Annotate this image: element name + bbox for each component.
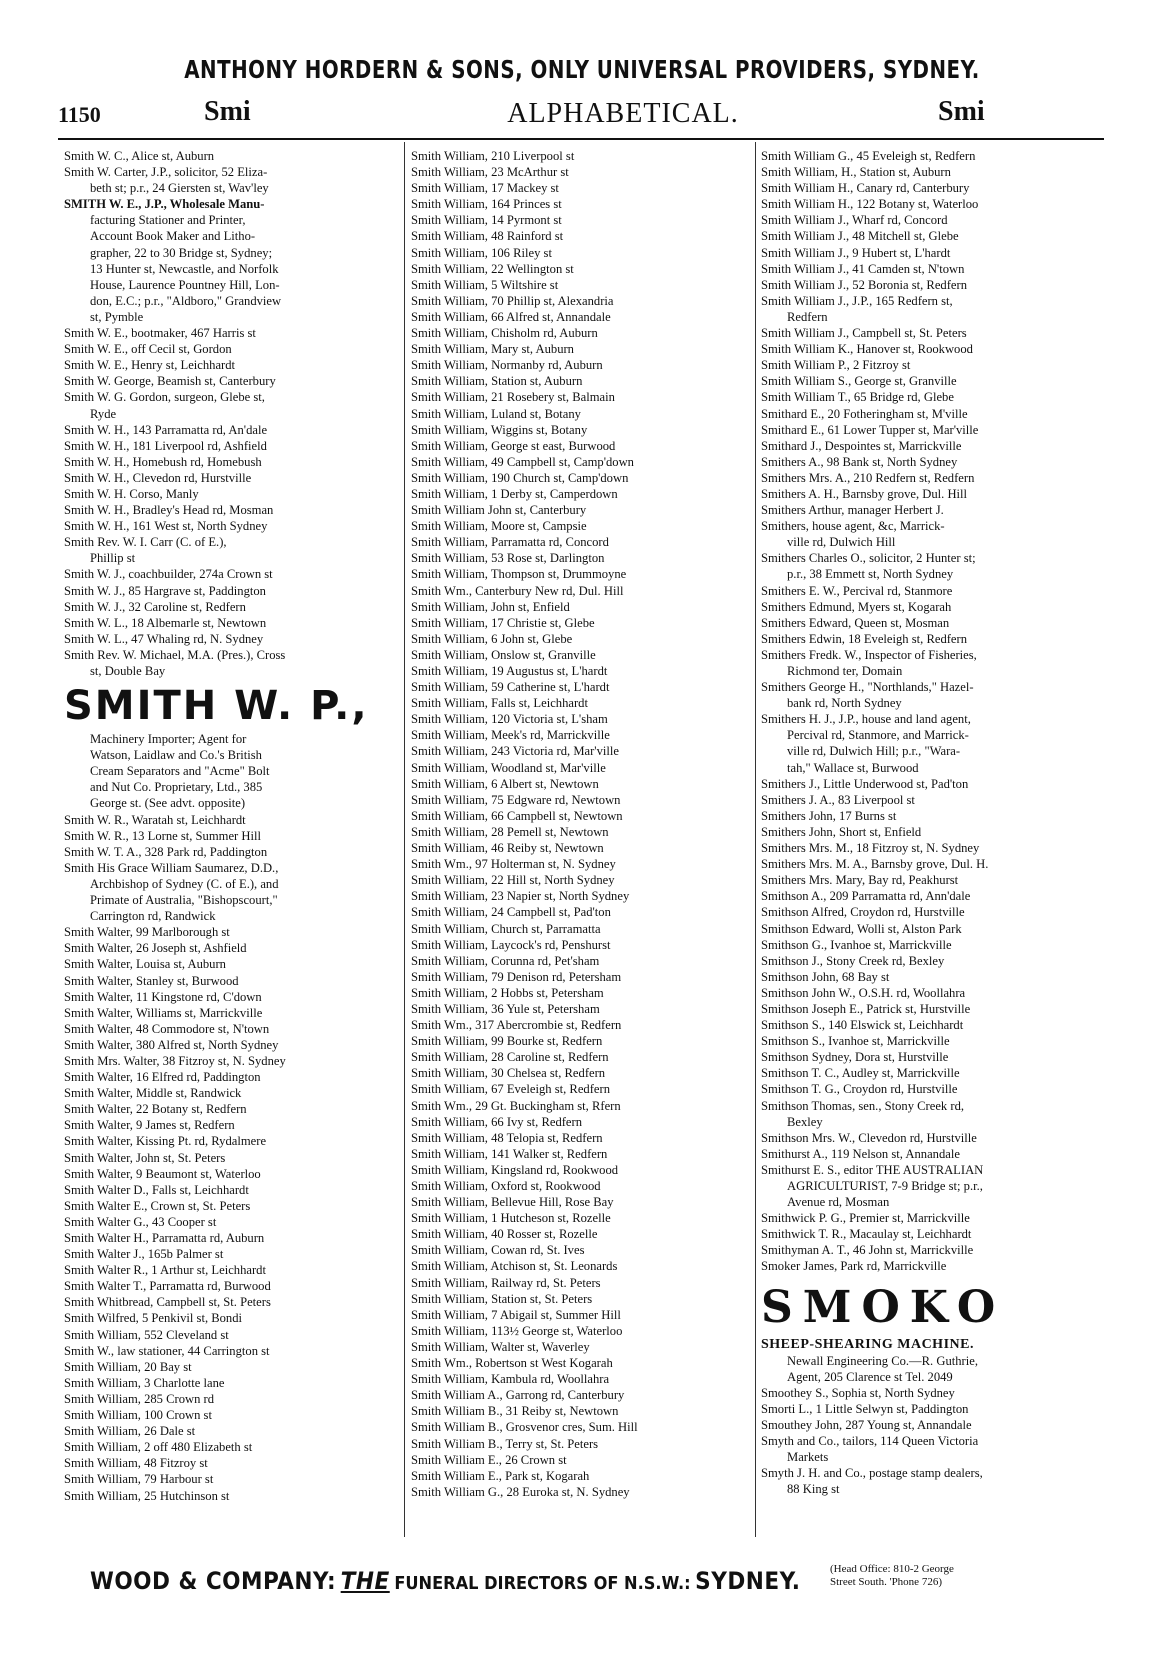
directory-entry: Smithers Mrs. M., 18 Fitzroy st, N. Sydney bbox=[761, 841, 980, 856]
directory-entry: Smith William E., Park st, Kogarah bbox=[411, 1468, 590, 1483]
directory-entry: Smith W. George, Beamish st, Canterbury bbox=[64, 374, 276, 389]
directory-entry: Smith William, 190 Church st, Camp'down bbox=[411, 470, 629, 485]
directory-entry-continuation: Archbishop of Sydney (C. of E.), and bbox=[90, 876, 279, 891]
directory-entry: Smithers J., Little Underwood st, Pad'ton bbox=[761, 776, 969, 791]
directory-entry: Smith William, 1 Hutcheson st, Rozelle bbox=[411, 1211, 611, 1226]
directory-entry: Smithers Edmund, Myers st, Kogarah bbox=[761, 599, 952, 614]
directory-entry-continuation: facturing Stationer and Printer, bbox=[90, 213, 246, 228]
directory-entry: Smithurst A., 119 Nelson st, Annandale bbox=[761, 1146, 960, 1161]
directory-entry: Smith Walter, 99 Marlborough st bbox=[64, 925, 230, 940]
directory-entry: Smith William, Kambula rd, Woollahra bbox=[411, 1372, 610, 1387]
directory-entry: Smith Walter, 26 Joseph st, Ashfield bbox=[64, 941, 247, 956]
directory-entry: Smith William, 70 Phillip st, Alexandria bbox=[411, 293, 614, 308]
directory-entry: Smyth J. H. and Co., postage stamp dealers, bbox=[761, 1466, 983, 1481]
directory-entry: Smith Wilfred, 5 Penkivil st, Bondi bbox=[64, 1311, 243, 1326]
directory-entry: Smith William, 164 Princes st bbox=[411, 197, 562, 212]
directory-entry: Smithson Mrs. W., Clevedon rd, Hurstville bbox=[761, 1130, 977, 1145]
directory-entry-continuation: Primate of Australia, "Bishopscourt," bbox=[90, 893, 278, 908]
directory-entry-continuation: Bexley bbox=[787, 1114, 823, 1129]
directory-entry: Smith William T., 65 Bridge rd, Glebe bbox=[761, 390, 954, 405]
directory-entry: Smyth and Co., tailors, 114 Queen Victoria bbox=[761, 1434, 979, 1449]
directory-entry: Smithson Sydney, Dora st, Hurstville bbox=[761, 1050, 949, 1065]
directory-entry: Smith William G., 45 Eveleigh st, Redfern bbox=[761, 149, 976, 163]
directory-entry: Smith Walter, 16 Elfred rd, Paddington bbox=[64, 1070, 261, 1085]
directory-entry: Smith Walter E., Crown st, St. Peters bbox=[64, 1198, 251, 1213]
directory-entry: Smith William, 17 Christie st, Glebe bbox=[411, 615, 595, 630]
directory-entry-continuation: Carrington rd, Randwick bbox=[90, 909, 216, 924]
directory-entry: Smith W. L., 47 Whaling rd, N. Sydney bbox=[64, 631, 264, 646]
column-divider bbox=[404, 142, 405, 1537]
directory-entry: Smith William H., Canary rd, Canterbury bbox=[761, 181, 970, 196]
directory-entry: Smithwick P. G., Premier st, Marrickville bbox=[761, 1211, 970, 1226]
directory-entry-continuation: and Nut Co. Proprietary, Ltd., 385 bbox=[90, 780, 263, 795]
directory-entry: Smith Rev. W. I. Carr (C. of E.), bbox=[64, 535, 227, 550]
directory-entry: Smith W. H. Corso, Manly bbox=[64, 486, 199, 501]
directory-entry: Smith William J., 9 Hubert st, L'hardt bbox=[761, 245, 951, 260]
directory-entry-continuation: ville rd, Dulwich Hill; p.r., "Wara- bbox=[787, 744, 961, 759]
directory-entry: Smith William, 23 Napier st, North Sydney bbox=[411, 889, 630, 904]
directory-entry-continuation: Newall Engineering Co.—R. Guthrie, bbox=[787, 1353, 978, 1368]
directory-entry: Smith William, 79 Harbour st bbox=[64, 1472, 214, 1487]
directory-entry-continuation: p.r., 38 Emmett st, North Sydney bbox=[787, 567, 954, 582]
directory-entry: Smith William, 66 Alfred st, Annandale bbox=[411, 309, 611, 324]
directory-entry: Smithers, house agent, &c, Marrick- bbox=[761, 519, 945, 534]
directory-entry: Smith William, H., Station st, Auburn bbox=[761, 165, 951, 180]
directory-entry: Smith W. Carter, J.P., solicitor, 52 Eliza- bbox=[64, 165, 268, 180]
directory-entry: Smith William J., 41 Camden st, N'town bbox=[761, 261, 965, 276]
directory-entry-continuation: Markets bbox=[787, 1450, 829, 1465]
directory-entry: Smith Wm., Canterbury New rd, Dul. Hill bbox=[411, 583, 624, 598]
directory-entry: Smith William, Mary st, Auburn bbox=[411, 342, 574, 357]
directory-entry: Smith W. H., Clevedon rd, Hurstville bbox=[64, 470, 252, 485]
directory-entry: Smithers A. H., Barnsby grove, Dul. Hill bbox=[761, 486, 968, 501]
footer-company: WOOD & COMPANY: bbox=[90, 1567, 337, 1595]
directory-entry: Smith W. H., 143 Parramatta rd, An'dale bbox=[64, 422, 268, 437]
directory-entry: Smith William B., Grosvenor cres, Sum. Hill bbox=[411, 1420, 638, 1435]
directory-entry: Smithson John, 68 Bay st bbox=[761, 969, 890, 984]
directory-entry: Smith Walter, Louisa st, Auburn bbox=[64, 957, 226, 972]
directory-entry-continuation: Account Book Maker and Litho- bbox=[90, 229, 256, 244]
directory-entry: Smith W. C., Alice st, Auburn bbox=[64, 149, 215, 163]
directory-entry: Smith William, 23 McArthur st bbox=[411, 165, 569, 180]
directory-entry: Smithson Thomas, sen., Stony Creek rd, bbox=[761, 1098, 965, 1113]
directory-entry: Smith Walter, Middle st, Randwick bbox=[64, 1086, 242, 1101]
directory-entry: Smith W. H., Bradley's Head rd, Mosman bbox=[64, 503, 274, 518]
footer-middle: FUNERAL DIRECTORS OF N.S.W.: bbox=[394, 1573, 691, 1594]
directory-entry: Smith William, 28 Caroline st, Redfern bbox=[411, 1050, 609, 1065]
directory-entry: Smithyman A. T., 46 John st, Marrickville bbox=[761, 1243, 974, 1258]
directory-entry-continuation: Avenue rd, Mosman bbox=[787, 1195, 890, 1210]
directory-entry: Smith W. E., Henry st, Leichhardt bbox=[64, 358, 236, 373]
directory-entry: SMITH W. E., J.P., Wholesale Manu- bbox=[64, 197, 265, 212]
directory-entry: Smith William, 46 Reiby st, Newtown bbox=[411, 841, 604, 856]
directory-entry: Smith William, Parramatta rd, Concord bbox=[411, 535, 609, 550]
directory-entry: Smith William G., 28 Euroka st, N. Sydney bbox=[411, 1484, 630, 1499]
directory-entry: Smith Walter, Stanley st, Burwood bbox=[64, 973, 239, 988]
directory-entry: Smith William, 14 Pyrmont st bbox=[411, 213, 562, 228]
directory-entry: Smithers Edwin, 18 Eveleigh st, Redfern bbox=[761, 631, 968, 646]
directory-entry: Smith William J., Wharf rd, Concord bbox=[761, 213, 948, 228]
directory-entry: Smithers Charles O., solicitor, 2 Hunter st; bbox=[761, 551, 976, 566]
directory-entry: Smithson T. C., Audley st, Marrickville bbox=[761, 1066, 960, 1081]
running-head-left: Smi bbox=[204, 96, 251, 127]
directory-entry: Smith W. H., 181 Liverpool rd, Ashfield bbox=[64, 438, 267, 453]
directory-entry: Smithson John W., O.S.H. rd, Woollahra bbox=[761, 985, 966, 1000]
directory-column-1 bbox=[64, 148, 394, 1504]
directory-entry-continuation: bank rd, North Sydney bbox=[787, 696, 902, 711]
directory-entry: Smith William, John st, Enfield bbox=[411, 599, 570, 614]
directory-entry: Smith Walter T., Parramatta rd, Burwood bbox=[64, 1279, 271, 1294]
directory-entry: Smithers E. W., Percival rd, Stanmore bbox=[761, 583, 953, 598]
directory-entry: Smith William J., Campbell st, St. Peters bbox=[761, 326, 967, 341]
directory-entry-continuation: House, Laurence Pountney Hill, Lon- bbox=[90, 277, 280, 292]
smith-wp-advert-heading: SMITH W. P., bbox=[64, 683, 369, 730]
smoko-advert-heading: SMOKO bbox=[761, 1281, 1006, 1333]
directory-entry: Smith William, 20 Bay st bbox=[64, 1359, 192, 1374]
directory-entry: Smith William, 59 Catherine st, L'hardt bbox=[411, 680, 610, 695]
directory-entry: Smithers J. A., 83 Liverpool st bbox=[761, 792, 915, 807]
directory-entry: Smith William, 2 off 480 Elizabeth st bbox=[64, 1440, 253, 1455]
directory-entry: Smith William, Normanby rd, Auburn bbox=[411, 358, 603, 373]
directory-entry-continuation: 88 King st bbox=[787, 1482, 840, 1497]
directory-entry: Smithers John, Short st, Enfield bbox=[761, 824, 922, 839]
footer-office-line-1: (Head Office: 810-2 George bbox=[830, 1563, 954, 1575]
directory-entry: Smith William, 30 Chelsea st, Redfern bbox=[411, 1066, 606, 1081]
directory-entry: Smith Wm., 29 Gt. Buckingham st, Rfern bbox=[411, 1098, 621, 1113]
directory-entry: Smithson S., 140 Elswick st, Leichhardt bbox=[761, 1018, 964, 1033]
directory-entry: Smith William, 6 Albert st, Newtown bbox=[411, 776, 599, 791]
directory-entry: Smithson Edward, Wolli st, Alston Park bbox=[761, 921, 962, 936]
directory-entry: Smithson T. G., Croydon rd, Hurstville bbox=[761, 1082, 958, 1097]
directory-entry: Smith William, Corunna rd, Pet'sham bbox=[411, 953, 600, 968]
directory-entry: Smith His Grace William Saumarez, D.D., bbox=[64, 860, 279, 875]
directory-entry-continuation: grapher, 22 to 30 Bridge st, Sydney; bbox=[90, 245, 273, 260]
directory-entry: Smithard E., 20 Fotheringham st, M'ville bbox=[761, 406, 968, 421]
directory-entry: Smithers H. J., J.P., house and land agent, bbox=[761, 712, 971, 727]
directory-entry: Smith Walter, 9 Beaumont st, Waterloo bbox=[64, 1166, 261, 1181]
directory-entry: Smith William, Kingsland rd, Rookwood bbox=[411, 1162, 619, 1177]
directory-entry: Smith William J., J.P., 165 Redfern st, bbox=[761, 293, 953, 308]
directory-entry-continuation: Machinery Importer; Agent for bbox=[90, 732, 247, 747]
directory-entry: Smith William, Walter st, Waverley bbox=[411, 1339, 590, 1354]
directory-entry: Smith William, Laycock's rd, Penshurst bbox=[411, 937, 611, 952]
footer-advert-banner bbox=[90, 1563, 1090, 1595]
directory-entry: Smith William, Church st, Parramatta bbox=[411, 921, 601, 936]
directory-entry: Smith William, 26 Dale st bbox=[64, 1424, 196, 1439]
directory-entry-continuation: st, Pymble bbox=[90, 309, 144, 324]
section-title: ALPHABETICAL. bbox=[507, 98, 739, 129]
directory-column-3 bbox=[761, 148, 1104, 1498]
directory-entry: Smoothey S., Sophia st, North Sydney bbox=[761, 1385, 955, 1400]
directory-entry: Smith William, 36 Yule st, Petersham bbox=[411, 1001, 600, 1016]
directory-entry: Smith Walter R., 1 Arthur st, Leichhardt bbox=[64, 1263, 266, 1278]
directory-entry-continuation: Richmond ter, Domain bbox=[787, 664, 903, 678]
directory-entry: Smithers Arthur, manager Herbert J. bbox=[761, 503, 944, 518]
directory-entry: Smithers Edward, Queen st, Mosman bbox=[761, 615, 950, 630]
directory-entry: Smith William J., 52 Boronia st, Redfern bbox=[761, 277, 967, 292]
directory-entry: Smith William P., 2 Fitzroy st bbox=[761, 358, 911, 373]
directory-entry-continuation: Agent, 205 Clarence st Tel. 2049 bbox=[787, 1369, 953, 1384]
directory-entry: Smith William K., Hanover st, Rookwood bbox=[761, 342, 973, 357]
footer-office-line-2: Street South. 'Phone 726) bbox=[830, 1576, 942, 1588]
directory-entry: Smith William, 100 Crown st bbox=[64, 1408, 212, 1423]
directory-entry-continuation: Percival rd, Stanmore, and Marrick- bbox=[787, 728, 969, 743]
directory-entry: Smith William H., 122 Botany st, Waterloo bbox=[761, 197, 979, 212]
directory-entry: Smith W. G. Gordon, surgeon, Glebe st, bbox=[64, 390, 265, 405]
directory-entry: Smith Mrs. Walter, 38 Fitzroy st, N. Sydney bbox=[64, 1053, 286, 1068]
directory-entry-continuation: Redfern bbox=[787, 309, 828, 324]
directory-entry: Smith Walter, Kissing Pt. rd, Rydalmere bbox=[64, 1134, 267, 1149]
directory-entry: Smithers Fredk. W., Inspector of Fisheries, bbox=[761, 647, 977, 662]
directory-entry: Smith William, 40 Rosser st, Rozelle bbox=[411, 1227, 598, 1242]
directory-entry: Smith William, Station st, St. Peters bbox=[411, 1291, 593, 1306]
directory-entry: Smith W. J., 32 Caroline st, Redfern bbox=[64, 599, 246, 614]
directory-entry: Smith William, 6 John st, Glebe bbox=[411, 631, 573, 646]
directory-entry: Smith W. L., 18 Albemarle st, Newtown bbox=[64, 615, 267, 630]
directory-entry: Smith Wm., 97 Holterman st, N. Sydney bbox=[411, 857, 616, 872]
directory-entry: Smith William, 79 Denison rd, Petersham bbox=[411, 969, 622, 984]
footer-city: SYDNEY. bbox=[695, 1567, 801, 1595]
directory-entry: Smith Walter, 380 Alfred st, North Sydney bbox=[64, 1037, 279, 1052]
directory-entry: Smoker James, Park rd, Marrickville bbox=[761, 1259, 947, 1274]
directory-entry: Smith William, 28 Pemell st, Newtown bbox=[411, 824, 609, 839]
directory-entry-continuation: ville rd, Dulwich Hill bbox=[787, 535, 896, 550]
directory-entry: Smith William, Luland st, Botany bbox=[411, 406, 581, 421]
directory-entry: Smith William, 285 Crown rd bbox=[64, 1391, 215, 1406]
directory-entry: Smithers Mrs. A., 210 Redfern st, Redfern bbox=[761, 470, 975, 485]
directory-entry: Smith Walter, 22 Botany st, Redfern bbox=[64, 1102, 247, 1117]
directory-entry: Smith William, 25 Hutchinson st bbox=[64, 1488, 230, 1503]
page-number: 1150 bbox=[58, 102, 101, 127]
directory-entry: Smith William, 66 Ivy st, Redfern bbox=[411, 1114, 583, 1129]
directory-entry-continuation: Ryde bbox=[90, 406, 117, 421]
directory-entry: Smith William, 2 Hobbs st, Petersham bbox=[411, 985, 604, 1000]
directory-entry: Smith Walter, Williams st, Marrickville bbox=[64, 1005, 263, 1020]
directory-entry: Smith William, 48 Telopia st, Redfern bbox=[411, 1130, 603, 1145]
directory-entry: Smith Walter G., 43 Cooper st bbox=[64, 1214, 217, 1229]
directory-entry-continuation: Phillip st bbox=[90, 551, 136, 566]
directory-entry: Smith Wm., Robertson st West Kogarah bbox=[411, 1356, 613, 1371]
directory-entry: Smith William, 48 Rainford st bbox=[411, 229, 564, 244]
directory-entry: Smith William, Railway rd, St. Peters bbox=[411, 1275, 601, 1290]
directory-entry: Smith Walter, 11 Kingstone rd, C'down bbox=[64, 989, 262, 1004]
directory-entry: Smith Walter, 48 Commodore st, N'town bbox=[64, 1021, 270, 1036]
directory-entry-continuation: don, E.C.; p.r., "Aldboro," Grandview bbox=[90, 293, 282, 308]
directory-entry: Smith William J., 48 Mitchell st, Glebe bbox=[761, 229, 959, 244]
directory-entry: Smith William, Moore st, Campsie bbox=[411, 519, 587, 534]
directory-entry: Smith W. R., Waratah st, Leichhardt bbox=[64, 812, 246, 827]
directory-entry: Smith William, 66 Campbell st, Newtown bbox=[411, 808, 623, 823]
directory-entry: Smith W., law stationer, 44 Carrington st bbox=[64, 1343, 270, 1358]
directory-entry: Smith William, 5 Wiltshire st bbox=[411, 277, 559, 292]
directory-entry: Smith W. H., 161 West st, North Sydney bbox=[64, 519, 268, 534]
directory-entry: Smith William, 49 Campbell st, Camp'down bbox=[411, 454, 634, 469]
directory-entry: Smith William, Station st, Auburn bbox=[411, 374, 583, 389]
directory-entry: Smith William, 67 Eveleigh st, Redfern bbox=[411, 1082, 610, 1097]
directory-entry: Smith Walter, 9 James st, Redfern bbox=[64, 1118, 235, 1133]
directory-entry: Smith Walter D., Falls st, Leichhardt bbox=[64, 1182, 249, 1197]
directory-entry: Smith William A., Garrong rd, Canterbury bbox=[411, 1388, 625, 1403]
directory-entry: Smith William, 22 Wellington st bbox=[411, 261, 574, 276]
directory-entry: Smithurst E. S., editor THE AUSTRALIAN bbox=[761, 1162, 984, 1177]
directory-entry-continuation: tah," Wallace st, Burwood bbox=[787, 760, 919, 775]
directory-entry: Smithson G., Ivanhoe st, Marrickville bbox=[761, 937, 952, 952]
directory-entry: Smithwick T. R., Macaulay st, Leichhardt bbox=[761, 1227, 972, 1242]
directory-entry: Smith Walter J., 165b Palmer st bbox=[64, 1247, 224, 1262]
directory-entry: Smith Whitbread, Campbell st, St. Peters bbox=[64, 1295, 271, 1310]
directory-entry: Smith William John st, Canterbury bbox=[411, 503, 587, 518]
directory-entry: Smith William, 120 Victoria st, L'sham bbox=[411, 712, 608, 727]
footer-head-office bbox=[830, 1563, 954, 1589]
directory-entry: Smithson S., Ivanhoe st, Marrickville bbox=[761, 1034, 950, 1049]
directory-entry: Smithers Mrs. M. A., Barnsby grove, Dul. H. bbox=[761, 857, 989, 872]
directory-entry: Smith W. J., coachbuilder, 274a Crown st bbox=[64, 567, 273, 582]
directory-entry: Smithson Alfred, Croydon rd, Hurstville bbox=[761, 905, 965, 920]
running-head-right: Smi bbox=[938, 96, 985, 127]
directory-entry: Smith W. H., Homebush rd, Homebush bbox=[64, 454, 262, 469]
directory-entry: Smithers A., 98 Bank st, North Sydney bbox=[761, 454, 958, 469]
directory-entry: Smith W. T. A., 328 Park rd, Paddington bbox=[64, 844, 268, 859]
directory-entry: Smithson A., 209 Parramatta rd, Ann'dale bbox=[761, 889, 971, 904]
directory-entry: Smith Wm., 317 Abercrombie st, Redfern bbox=[411, 1018, 622, 1033]
directory-entry: Smith William, 3 Charlotte lane bbox=[64, 1375, 225, 1390]
top-advert-banner: ANTHONY HORDERN & SONS, ONLY UNIVERSAL PROVIDERS, SYDNEY. bbox=[184, 56, 980, 85]
directory-entry-continuation: st, Double Bay bbox=[90, 664, 166, 678]
directory-entry: Smith William, Chisholm rd, Auburn bbox=[411, 326, 598, 341]
directory-entry: Smouthey John, 287 Young st, Annandale bbox=[761, 1418, 972, 1433]
directory-entry-continuation: Watson, Laidlaw and Co.'s British bbox=[90, 748, 262, 763]
directory-entry: Smith William, Wiggins st, Botany bbox=[411, 422, 588, 437]
directory-entry: Smorti L., 1 Little Selwyn st, Paddington bbox=[761, 1401, 969, 1416]
directory-entry: Smith William, Falls st, Leichhardt bbox=[411, 696, 588, 711]
directory-entry: Smithers Mrs. Mary, Bay rd, Peakhurst bbox=[761, 873, 959, 888]
directory-entry: Smith William, 106 Riley st bbox=[411, 245, 552, 260]
directory-entry: Smith W. E., off Cecil st, Gordon bbox=[64, 342, 232, 357]
directory-entry: Smith William, 53 Rose st, Darlington bbox=[411, 551, 605, 566]
footer-the: THE bbox=[340, 1567, 390, 1595]
directory-entry: Smith William, 22 Hill st, North Sydney bbox=[411, 873, 615, 888]
directory-entry: Smith William, Meek's rd, Marrickville bbox=[411, 728, 610, 743]
directory-entry: Smith William, 243 Victoria rd, Mar'ville bbox=[411, 744, 619, 759]
directory-column-2 bbox=[411, 148, 756, 1500]
directory-entry-continuation: George st. (See advt. opposite) bbox=[90, 796, 246, 811]
directory-entry: Smith William, George st east, Burwood bbox=[411, 438, 616, 453]
directory-entry: Smith William, 75 Edgware rd, Newtown bbox=[411, 792, 621, 807]
directory-entry: Smith William, Atchison st, St. Leonards bbox=[411, 1259, 618, 1274]
directory-entry: Smith William, 99 Bourke st, Redfern bbox=[411, 1034, 603, 1049]
directory-entry: Smith William, 21 Rosebery st, Balmain bbox=[411, 390, 615, 405]
directory-entry: Smithson J., Stony Creek rd, Bexley bbox=[761, 953, 945, 968]
directory-entry: Smith William S., George st, Granville bbox=[761, 374, 957, 389]
directory-entry: Smith William, Woodland st, Mar'ville bbox=[411, 760, 606, 775]
directory-entry-continuation: Cream Separators and "Acme" Bolt bbox=[90, 764, 270, 779]
directory-entry: Smithard J., Despointes st, Marrickville bbox=[761, 438, 962, 453]
smoko-advert-subheading: SHEEP-SHEARING MACHINE. bbox=[761, 1336, 974, 1352]
directory-entry: Smith William, 48 Fitzroy st bbox=[64, 1456, 208, 1471]
directory-entry: Smith Walter H., Parramatta rd, Auburn bbox=[64, 1231, 265, 1245]
directory-entry: Smithson Joseph E., Patrick st, Hurstville bbox=[761, 1001, 971, 1016]
directory-entry: Smithard E., 61 Lower Tupper st, Mar'ville bbox=[761, 422, 979, 437]
directory-entry: Smith William, 24 Campbell st, Pad'ton bbox=[411, 905, 611, 920]
directory-entry: Smith William, 7 Abigail st, Summer Hill bbox=[411, 1307, 621, 1322]
directory-entry: Smith William, Bellevue Hill, Rose Bay bbox=[411, 1195, 614, 1210]
directory-entry-continuation: 13 Hunter st, Newcastle, and Norfolk bbox=[90, 261, 279, 276]
directory-entry: Smith William, 17 Mackey st bbox=[411, 181, 559, 196]
directory-entry-continuation: beth st; p.r., 24 Giersten st, Wav'ley bbox=[90, 181, 269, 196]
directory-entry: Smith William, Thompson st, Drummoyne bbox=[411, 567, 627, 582]
directory-entry: Smith W. R., 13 Lorne st, Summer Hill bbox=[64, 828, 261, 843]
directory-entry: Smith William, 552 Cleveland st bbox=[64, 1327, 229, 1342]
directory-entry: Smith William, Oxford st, Rookwood bbox=[411, 1179, 601, 1193]
directory-entry: Smith William, Cowan rd, St. Ives bbox=[411, 1243, 585, 1258]
directory-entry: Smith William, 1 Derby st, Camperdown bbox=[411, 486, 618, 501]
directory-entry: Smithers John, 17 Burns st bbox=[761, 808, 897, 823]
directory-entry: Smith William E., 26 Crown st bbox=[411, 1452, 567, 1467]
directory-entry-continuation: AGRICULTURIST, 7-9 Bridge st; p.r., bbox=[787, 1179, 983, 1193]
directory-entry: Smith William, 210 Liverpool st bbox=[411, 149, 575, 163]
header-rule bbox=[58, 138, 1104, 140]
directory-entry: Smith Rev. W. Michael, M.A. (Pres.), Cross bbox=[64, 647, 286, 662]
directory-entry: Smith W. J., 85 Hargrave st, Paddington bbox=[64, 583, 266, 598]
directory-entry: Smith William, 141 Walker st, Redfern bbox=[411, 1146, 608, 1161]
directory-entry: Smith William, 19 Augustus st, L'hardt bbox=[411, 664, 608, 678]
directory-entry: Smith William, Onslow st, Granville bbox=[411, 647, 596, 662]
directory-entry: Smithers George H., "Northlands," Hazel- bbox=[761, 680, 974, 695]
directory-entry: Smith Walter, John st, St. Peters bbox=[64, 1150, 226, 1165]
directory-entry: Smith William B., Terry st, St. Peters bbox=[411, 1436, 599, 1451]
page-header bbox=[58, 98, 1104, 132]
directory-entry: Smith William, 113½ George st, Waterloo bbox=[411, 1323, 623, 1338]
directory-entry: Smith William B., 31 Reiby st, Newtown bbox=[411, 1404, 619, 1419]
directory-entry: Smith W. E., bootmaker, 467 Harris st bbox=[64, 326, 256, 341]
